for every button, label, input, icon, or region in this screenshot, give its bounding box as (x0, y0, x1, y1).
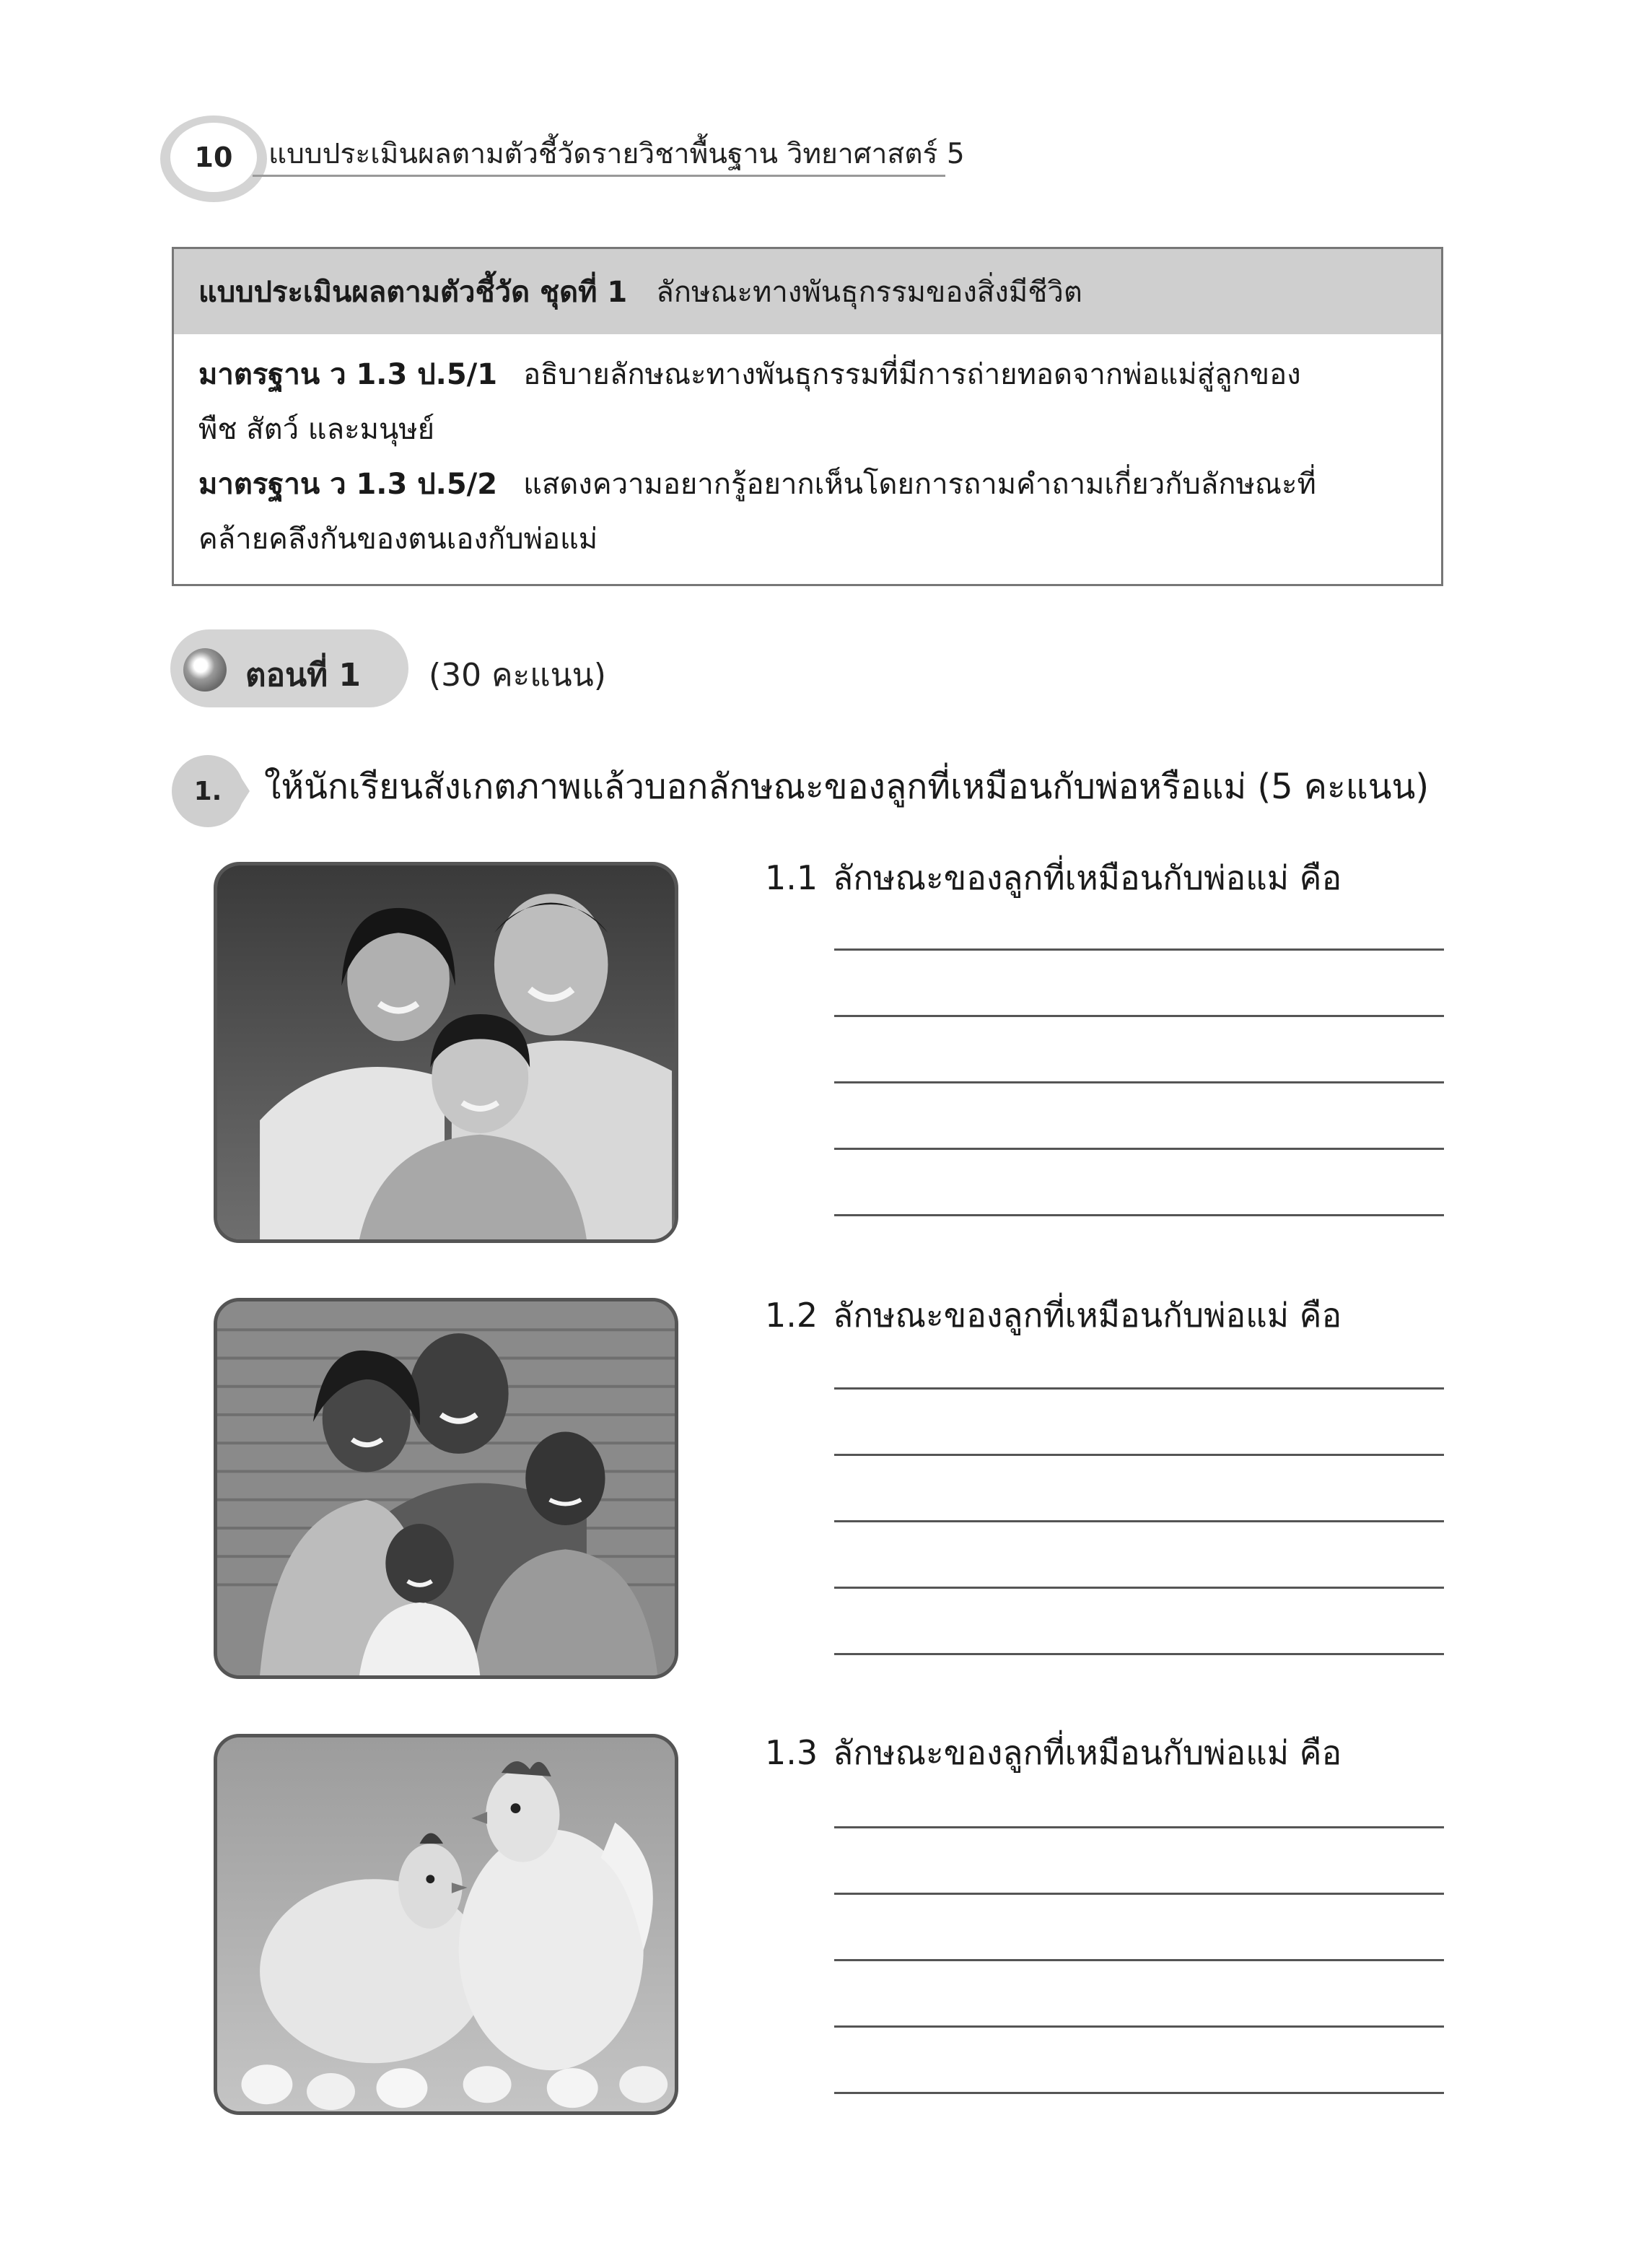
section-label: ตอนที่ 1 (245, 657, 362, 694)
standard-item (198, 347, 1417, 402)
bullet-circle-icon (183, 648, 227, 692)
question-text: ให้นักเรียนสังเกตภาพแล้วบอกลักษณะของลูกที่เหมือนกับพ่อหรือแม่ (5 คะแนน) (264, 767, 1430, 807)
standard-item (198, 457, 1417, 512)
standard-description: อธิบายลักษณะทางพันธุกรรมที่มีการถ่ายทอดจากพ่อแม่สู่ลูกของ (523, 358, 1301, 391)
answer-line[interactable] (834, 1893, 1444, 1895)
sub-item-2-label (765, 1289, 1342, 1342)
assessment-set-title: แบบประเมินผลตามตัวชี้วัด ชุดที่ 1 (198, 276, 628, 309)
standard-description-cont: คล้ายคลึงกันของตนเองกับพ่อแม่ (198, 523, 598, 556)
family-photo-2 (214, 1298, 678, 1679)
answer-line[interactable] (834, 2025, 1444, 2028)
answer-line[interactable] (834, 1148, 1444, 1150)
answer-line[interactable] (834, 948, 1444, 951)
answer-line[interactable] (834, 1081, 1444, 1083)
sub-item-prompt: ลักษณะของลูกที่เหมือนกับพ่อแม่ คือ (833, 858, 1342, 897)
answer-line[interactable] (834, 1520, 1444, 1522)
standards-heading (174, 249, 1441, 334)
sub-item-1-label (765, 852, 1342, 904)
standard-code: มาตรฐาน ว 1.3 ป.5/2 (198, 468, 498, 501)
answer-line[interactable] (834, 1387, 1444, 1390)
standard-code: มาตรฐาน ว 1.3 ป.5/1 (198, 358, 498, 391)
sub-item-number: 1.3 (765, 1733, 818, 1772)
standard-description-cont: พืช สัตว์ และมนุษย์ (198, 413, 435, 446)
standards-box (172, 247, 1443, 586)
standards-list (174, 334, 1441, 567)
sub-item-prompt: ลักษณะของลูกที่เหมือนกับพ่อแม่ คือ (833, 1296, 1342, 1335)
sub-item-3-label (765, 1727, 1342, 1779)
answer-line[interactable] (834, 1214, 1444, 1216)
answer-line[interactable] (834, 2092, 1444, 2094)
assessment-topic: ลักษณะทางพันธุกรรมของสิ่งมีชีวิต (656, 276, 1082, 309)
section-score: (30 คะแนน) (429, 657, 606, 694)
family-photo-1 (214, 862, 678, 1243)
standard-description: แสดงความอยากรู้อยากเห็นโดยการถามคำถามเกี่ยวกับลักษณะที่ (523, 468, 1316, 501)
answer-line[interactable] (834, 1015, 1444, 1017)
header-title: แบบประเมินผลตามตัวชี้วัดรายวิชาพื้นฐาน วิทยาศาสตร์ 5 (268, 138, 965, 170)
answer-line[interactable] (834, 1826, 1444, 1828)
sub-item-prompt: ลักษณะของลูกที่เหมือนกับพ่อแม่ คือ (833, 1733, 1342, 1772)
question-number-badge: 1. (172, 755, 244, 827)
answer-line[interactable] (834, 1587, 1444, 1589)
sub-item-number: 1.1 (765, 858, 818, 897)
answer-line[interactable] (834, 1653, 1444, 1655)
chicken-photo (214, 1734, 678, 2115)
sub-item-number: 1.2 (765, 1296, 818, 1335)
header-divider (253, 175, 945, 177)
page-number: 10 (170, 123, 257, 192)
answer-line[interactable] (834, 1959, 1444, 1961)
answer-line[interactable] (834, 1454, 1444, 1456)
